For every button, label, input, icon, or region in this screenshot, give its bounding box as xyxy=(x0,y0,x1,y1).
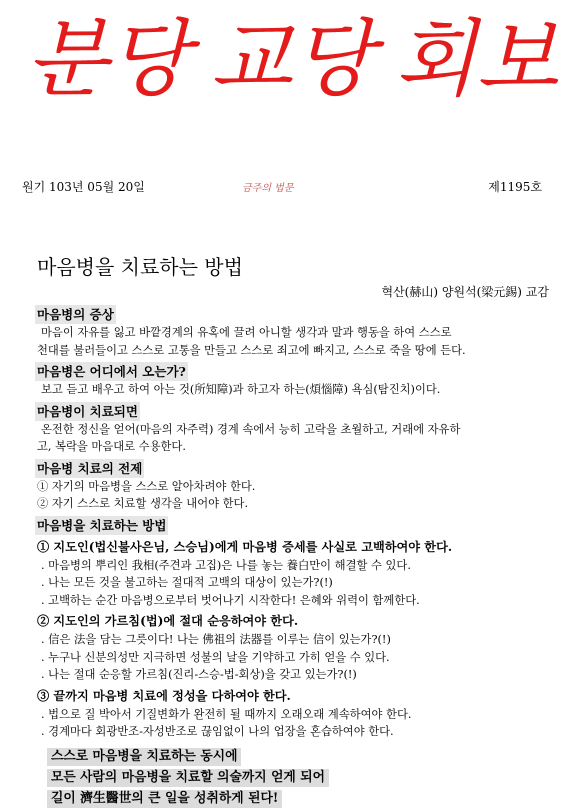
section-heading: 마음병 치료의 전제 xyxy=(37,460,143,476)
closing-line: 모든 사람의 마음병을 치료할 의술까지 얻게 되어 xyxy=(47,769,329,787)
issue-info xyxy=(22,178,542,196)
section-symptoms xyxy=(37,302,547,359)
step-title: ③ 끝까지 마음병 치료에 정성을 다하여야 한다. xyxy=(37,688,291,703)
closing-line: 길이 濟生醫世의 큰 일을 성취하게 된다! xyxy=(47,790,282,808)
issue-date: 원기 103년 05월 20일 xyxy=(22,180,145,194)
article-title: 마음병을 치료하는 방법 xyxy=(37,255,243,280)
step-line: . 信은 法을 담는 그릇이다! 나는 佛祖의 法器를 이루는 信이 있는가?(!) xyxy=(41,633,391,646)
paragraph-line: 천대를 불러들이고 스스로 고통을 만들고 스스로 죄고에 빠지고, 스스로 죽을 땅에 든다. xyxy=(37,343,466,357)
section-method xyxy=(37,513,547,741)
section-heading: 마음병의 증상 xyxy=(37,307,114,322)
step-line: . 경계마다 회광반조-자성반조로 끊임없이 나의 업장을 혼습하여야 한다. xyxy=(41,725,394,738)
closing-statement xyxy=(47,745,547,808)
step-title: ② 지도인의 가르침(법)에 절대 순응하여야 한다. xyxy=(37,614,299,628)
step-title: ① 지도인(법신불사은님, 스승님)에게 마음병 증세를 사실로 고백하여야 한다. xyxy=(37,539,453,554)
step-line: . 나는 절대 순응할 가르침(진리-스승-법-회상)을 갖고 있는가?(!) xyxy=(41,668,357,681)
step-line: . 마음병의 뿌리인 我相(주견과 고집)은 나를 놓는 養白만이 해결할 수 있다. xyxy=(41,558,411,572)
section-cured xyxy=(37,399,547,456)
article-body xyxy=(37,302,547,808)
paragraph-line: ① 자기의 마음병을 스스로 알아차려야 한다. xyxy=(37,479,256,493)
paragraph-line: ② 자기 스스로 치료할 생각을 내어야 한다. xyxy=(37,497,249,510)
masthead-title-graphic xyxy=(22,0,562,110)
article-author: 혁산(赫山) 양원석(梁元錫) 교감 xyxy=(381,285,549,299)
section-heading: 마음병을 치료하는 방법 xyxy=(37,517,167,533)
issue-topic: 금주의 법문 xyxy=(242,183,294,194)
paragraph-line: 고, 복락을 마음대로 수용한다. xyxy=(37,440,186,453)
step-line: . 누구나 신분의성만 지극하면 성불의 날을 기약하고 가히 얻을 수 있다. xyxy=(41,650,390,664)
step-line: . 나는 모든 것을 불고하는 절대적 고백의 대상이 있는가?(!) xyxy=(41,576,333,589)
section-premise xyxy=(37,456,547,513)
paragraph-line: 온전한 정신을 얻어(마음의 자주력) 경계 속에서 능히 고락을 초월하고, 거래에 자유하 xyxy=(41,422,461,436)
section-heading: 마음병이 치료되면 xyxy=(37,403,138,419)
svg-text:분당 교당 회보: 분당 교당 회보 xyxy=(26,14,559,107)
paragraph-line: 마음이 자유를 잃고 바깥경계의 유혹에 끌려 아니할 생각과 말과 행동을 하여 스스로 xyxy=(41,326,452,339)
section-heading: 마음병은 어디에서 오는가? xyxy=(37,364,186,379)
paragraph-line: 보고 듣고 배우고 하여 아는 것(所知障)과 하고자 하는(煩惱障) 욕심(탐진치)이다. xyxy=(41,383,441,396)
step-line: . 법으로 질 박아서 기질변화가 완전히 될 때까지 오래오래 계속하여야 한다. xyxy=(41,707,412,721)
closing-line: 스스로 마음병을 치료하는 동시에 xyxy=(47,748,241,766)
issue-number: 제1195호 xyxy=(488,180,542,194)
section-origin xyxy=(37,359,547,399)
step-line: . 고백하는 순간 마음병으로부터 벗어나기 시작한다! 은혜와 위력이 함께한다. xyxy=(41,593,420,607)
masthead xyxy=(22,0,562,110)
